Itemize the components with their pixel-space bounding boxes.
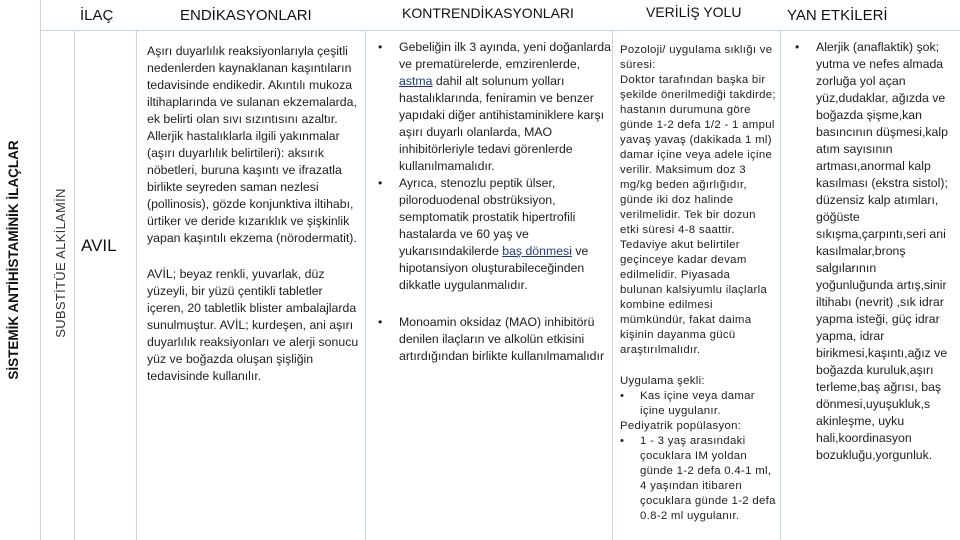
header-divider	[40, 30, 960, 31]
dosage-pediatric-label: Pediyatrik popülasyon:	[620, 420, 742, 432]
header-contraindications: KONTRENDİKASYONLARI	[402, 5, 574, 21]
header-drug: İLAÇ	[80, 7, 114, 24]
dosage-form-item: • Kas içine veya damar içine uygulanır.	[620, 390, 755, 417]
astma-link[interactable]: astma	[399, 74, 433, 88]
dosage-intro: Pozoloji/ uygulama sıklığı ve süresi:	[620, 44, 773, 71]
grid-line-4	[365, 30, 366, 540]
grid-line-5	[612, 30, 613, 540]
drug-name: AVIL	[81, 236, 117, 255]
bullet-icon: •	[378, 40, 383, 54]
grid-line-2	[74, 30, 75, 540]
contraindication-item-3: • Monoamin oksidaz (MAO) inhibitörü denilen ilaçların ve alkolün etkisini artırdığından birlikte kullanılmamalıdır	[378, 315, 605, 363]
bullet-icon: •	[795, 40, 800, 54]
side-title: SİSTEMİK ANTİHİSTAMİNİK İLAÇLAR	[6, 140, 21, 380]
side-effects-item: • Alerjik (anaflaktik) şok; yutma ve nefes almada zorluğa yol açan yüz,dudaklar, ağızda ve boğazda şişme,kan basıncının düşmesi,kalp atım sayısının artması,anormal kalp kasılması (ekstra sistol); düzensiz kalp atımları, göğüste sıkışma,çarpıntı,seri ani kasılmalar,bronş salgılarının yoğunluğunda artış,sinir iltihabı (nevrit) ,sık idrar yapma isteği, güç idrar yapma, idrar birikmesi,kaşıntı,ağız ve boğazda kuruluk,aşırı terleme,baş ağrısı, baş dönmesi,uyuşukluk,s akinleşme, uyku hali,koordinasyon bozukluğu,yorgunluk.	[795, 40, 948, 462]
indications-cell	[147, 43, 361, 385]
dosage-cell	[620, 43, 776, 524]
dosage-body: Doktor tarafından başka bir şekilde önerilmediği takdirde; hastanın durumuna göre günde 1-2 defa 1/2 - 1 ampul yavaş yavaş (dakikada 1 ml) damar içine veya adele içine verilir. Maksimum doz 3 mg/kg beden ağırlığıdır, günde iki doz halinde verilmelidir. Tek bir dozun etki süresi 4-8 saattir. Tedaviye akut belirtiler geçinceye kadar devam edilmelidir. Piyasada bulunan kalsiyumlu ilaçlarla kombine edilmesi mümkündür, fakat daima kişinin dayanma gücü araştırılmalıdır.	[620, 74, 776, 356]
contraindication-item-1: • Gebeliğin ilk 3 ayında, yeni doğanlarda ve prematürelerde, emzirenlerde, astma dahil alt solunum yolları hastalıklarında, feniramin ve benzer yapıdaki diğer antihistaminiklere karşı aşırı duyarlı olanlarda, MAO inhibitörleriyle tedavi görenlerde kullanılmamalıdır.	[378, 40, 611, 173]
bullet-icon: •	[378, 176, 383, 190]
bullet-icon: •	[620, 435, 625, 447]
side-effects-cell	[795, 39, 956, 464]
contraindication-item-2: • Ayrıca, stenozlu peptik ülser, piloroduodenal obstrüksiyon, semptomatik prostatik hipertrofili hastalarda ve 60 yaş ve yukarısındakilerde baş dönmesi ve hipotansiyon oluşturabileceğinden dikkatle uygulanmalıdır.	[378, 176, 589, 292]
bas-donmesi-link[interactable]: baş dönmesi	[502, 244, 572, 258]
contraindications-cell	[378, 39, 611, 365]
bullet-icon: •	[620, 390, 625, 402]
dosage-form-label: Uygulama şekli:	[620, 375, 705, 387]
header-side-effects: YAN ETKİLERİ	[787, 7, 888, 24]
grid-line-3	[136, 30, 137, 540]
indications-paragraph-1: Aşırı duyarlılık reaksiyonlarıyla çeşitli nedenlerden kaynaklanan kaşıntıların tedavisinde endikedir. Akıntılı mukoza iltihaplarında ve sulanan ekzemalarda, ek belirti olan sıvı sızıntısını azaltır. Allerjik hastalıklarla ilgili yakınmalar (aşırı duyarlılık belirtileri): aksırık nöbetleri, buruna kaşıntı ve ifrazatla birlikte seyreden saman nezlesi (pollinosis), gözde konjunktiva iltihabı, ürtiker ve deride kızarıklık ve şişkinlik yapan kaşıntılı ekzema (nörodermatit).	[147, 44, 357, 245]
grid-line-6	[780, 30, 781, 540]
indications-paragraph-2: AVİL; beyaz renkli, yuvarlak, düz yüzeyli, bir yüzü çentikli tabletler içeren, 20 tabletlik blister ambalajlarda sunulmuştur. AVİL; kurdeşen, ani aşırı duyarlılık reaksiyonları ve alerji sonucu yüz ve boğazda oluşan şişliğin tedavisinde kullanılır.	[147, 267, 359, 383]
header-dosage: VERİLİŞ YOLU	[646, 4, 742, 20]
side-subtitle: SUBSTİTÜE ALKİLAMİN	[53, 188, 68, 338]
grid-line-1	[40, 0, 41, 540]
bullet-icon: •	[378, 315, 383, 329]
dosage-pediatric-item: • 1 - 3 yaş arasındaki çocuklara IM yoldan günde 1-2 defa 0.4-1 ml, 4 yaşından itibaren çocuklara günde 1-2 defa 0.8-2 ml uygulanır.	[620, 435, 776, 522]
header-indications: ENDİKASYONLARI	[180, 7, 312, 24]
